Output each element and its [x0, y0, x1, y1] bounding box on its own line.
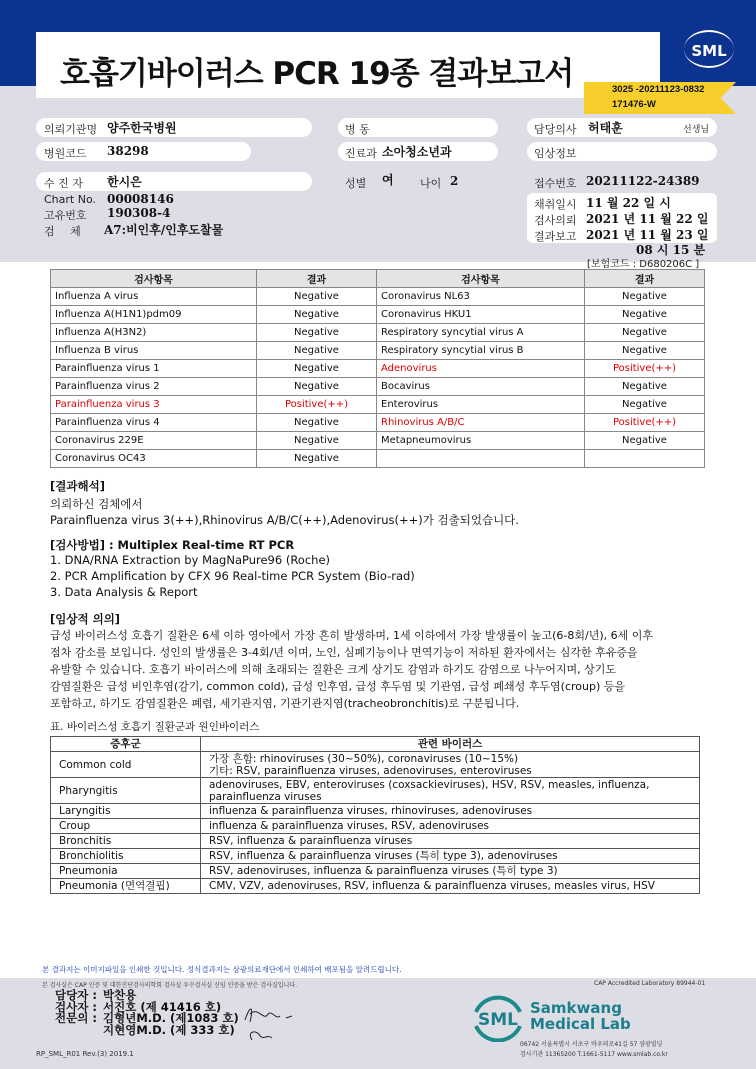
virus-cell: 가장 흔함: rhinoviruses (30~50%), coronaviruses (10~15%) 기타: RSV, parainfluenza viruses, adenoviruses, enteroviruses	[201, 752, 700, 778]
reported-value: 2021 년 11 월 23 일	[586, 228, 709, 242]
test-name-cell: Influenza A(H3N2)	[51, 324, 257, 342]
col-header: 증후군	[51, 737, 201, 752]
col-header: 결과	[257, 270, 377, 288]
result-cell: Positive(++)	[585, 360, 705, 378]
table-row	[51, 288, 705, 306]
staff-list	[55, 990, 239, 1036]
table-row	[51, 752, 700, 778]
lab-address: 06742 서울특별시 서초구 바우뫼로41길 57 삼광빌딩	[520, 1041, 663, 1048]
ribbon-line-1: 3025 -20211123-0832	[612, 84, 705, 95]
sex-value: 여	[382, 173, 394, 187]
virus-cell: RSV, adenoviruses, influenza & parainfluenza viruses (특히 type 3)	[201, 864, 700, 879]
syndrome-cell: Common cold	[51, 752, 201, 778]
virus-cell: RSV, influenza & parainfluenza viruses	[201, 834, 700, 849]
doctor-label: 담당의사	[534, 123, 577, 136]
staff-role: 검사자 :	[55, 999, 97, 1014]
table-row	[51, 414, 705, 432]
doctor-suffix: 선생님	[683, 125, 710, 135]
staff-name: 김형년M.D. (제1083 호)	[103, 1011, 239, 1025]
test-name-cell: Influenza B virus	[51, 342, 257, 360]
hospital-code-value: 38298	[107, 144, 149, 158]
clinical-line: 점차 감소를 보입니다. 성인의 발생률은 3-4회/년 이며, 노인, 심폐기능이나 면역기능이 저하된 환자에서는 심각한 후유증을	[50, 646, 638, 659]
result-cell: Negative	[257, 360, 377, 378]
clinical-text	[50, 627, 720, 712]
sml-footer-logo-icon	[468, 992, 528, 1042]
result-cell: Positive(++)	[257, 396, 377, 414]
age-label: 나이	[420, 177, 442, 190]
form-code: RP_SML_R01 Rev.(3) 2019.1	[36, 1050, 134, 1058]
result-cell: Negative	[257, 324, 377, 342]
test-name-cell: Parainfluenza virus 1	[51, 360, 257, 378]
virus-cell: RSV, influenza & parainfluenza viruses (특히 type 3), adenoviruses	[201, 849, 700, 864]
table-row	[51, 834, 700, 849]
col-header: 검사항목	[51, 270, 257, 288]
id-label: 고유번호	[44, 209, 87, 222]
staff-name: 지현영M.D. (제 333 호)	[103, 1022, 235, 1037]
lab-contact: 검사기관 11365200 T.1661-5117 www.smlab.co.kr	[520, 1051, 668, 1058]
syndrome-cell: Pneumonia	[51, 864, 201, 879]
signature-icon	[240, 1000, 300, 1044]
result-cell: Negative	[257, 432, 377, 450]
result-cell: Negative	[257, 288, 377, 306]
syndrome-cell: Pharyngitis	[51, 778, 201, 804]
institution-value: 양주한국병원	[107, 121, 177, 135]
table-row	[51, 864, 700, 879]
table-row	[51, 324, 705, 342]
test-name-cell: Metapneumovirus	[377, 432, 585, 450]
hospital-code-label: 병원코드	[44, 147, 87, 160]
staff-name: 서진호 (제 41416 호)	[103, 999, 222, 1014]
lab-name-line: Samkwang	[530, 999, 622, 1017]
sml-logo-icon: SML	[684, 30, 734, 68]
ribbon-line-2: 171476-W	[612, 99, 656, 110]
method-heading: [검사방법] : Multiplex Real-time RT PCR	[50, 538, 295, 552]
test-name-cell: Rhinovirus A/B/C	[377, 414, 585, 432]
test-name-cell: Coronavirus HKU1	[377, 306, 585, 324]
interpretation-line: 의뢰하신 검체에서	[50, 497, 143, 511]
table-row	[51, 879, 700, 894]
result-cell: Negative	[585, 396, 705, 414]
dept-value: 소아청소년과	[382, 145, 452, 159]
specimen-label: 검 체	[44, 225, 87, 238]
collected-value: 11 월 22 일 시	[586, 196, 671, 210]
staff-name: 박찬용	[103, 988, 137, 1002]
clinical-line: 유발할 수 있습니다. 호흡기 바이러스에 의해 초래되는 질환은 크게 상기도 감염과 하기도 감염으로 나누어지며, 상기도	[50, 663, 616, 676]
clinical-line: 급성 바이러스성 호흡기 질환은 6세 이하 영아에서 가장 흔히 발생하며, 1세 이하에서 가장 발생률이 높고(6-8회/년), 6세 이후	[50, 629, 653, 642]
receipt-value: 20211122-24389	[586, 174, 700, 188]
method-step: 2. PCR Amplification by CFX 96 Real-time PCR System (Bio-rad)	[50, 569, 415, 583]
test-name-cell: Coronavirus OC43	[51, 450, 257, 468]
test-name-cell: Respiratory syncytial virus B	[377, 342, 585, 360]
result-cell: Negative	[257, 450, 377, 468]
dept-label: 진료과	[345, 147, 377, 160]
test-name-cell: Respiratory syncytial virus A	[377, 324, 585, 342]
result-cell: Positive(++)	[585, 414, 705, 432]
lab-name-line: Medical Lab	[530, 1015, 631, 1033]
syndrome-cell: Bronchitis	[51, 834, 201, 849]
table-row	[51, 432, 705, 450]
cert-note: 본 검사실은 CAP 인증 및 대한진단검사의학회 검사실 우수검사실 신임 인증을 받은 검사실입니다.	[42, 982, 298, 989]
result-cell: Negative	[585, 288, 705, 306]
table-row	[51, 849, 700, 864]
test-name-cell: Parainfluenza virus 2	[51, 378, 257, 396]
result-cell	[585, 450, 705, 468]
col-header: 검사항목	[377, 270, 585, 288]
requested-label: 검사의뢰	[534, 214, 577, 227]
result-cell: Negative	[585, 306, 705, 324]
virus-cell: influenza & parainfluenza viruses, RSV, adenoviruses	[201, 819, 700, 834]
chart-label: Chart No.	[44, 193, 96, 206]
collected-label: 채취일시	[534, 198, 577, 211]
print-notice: 본 결과지는 이미지파일을 인쇄한 것입니다. 정식결과지는 삼광의료재단에서 인쇄하여 배포됨을 알려드립니다.	[42, 965, 402, 974]
table-row	[51, 306, 705, 324]
table-row	[51, 804, 700, 819]
test-name-cell: Coronavirus NL63	[377, 288, 585, 306]
result-cell: Negative	[257, 378, 377, 396]
ward-label: 병 동	[345, 123, 370, 136]
result-cell: Negative	[585, 324, 705, 342]
test-name-cell: Influenza A virus	[51, 288, 257, 306]
reported-time: 08 시 15 분	[636, 243, 706, 257]
virus-cell: CMV, VZV, adenoviruses, RSV, influenza & parainfluenza viruses, measles virus, HSV	[201, 879, 700, 894]
chart-value: 00008146	[107, 192, 174, 206]
syndrome-cell: Pneumonia (면역결핍)	[51, 879, 201, 894]
syndrome-cell: Croup	[51, 819, 201, 834]
cap-accreditation: CAP Accredited Laboratory 89944-01	[594, 980, 706, 987]
col-header: 결과	[585, 270, 705, 288]
requested-value: 2021 년 11 월 22 일	[586, 212, 709, 226]
result-cell: Negative	[257, 342, 377, 360]
test-name-cell: Parainfluenza virus 3	[51, 396, 257, 414]
result-cell: Negative	[257, 306, 377, 324]
lab-name	[530, 1000, 631, 1032]
svg-text:SML: SML	[478, 1010, 518, 1030]
report-title: 호흡기바이러스 PCR 19종 결과보고서	[60, 56, 574, 92]
reported-label: 결과보고	[534, 230, 577, 243]
col-header: 관련 바이러스	[201, 737, 700, 752]
clinical-info-label: 임상정보	[534, 147, 577, 160]
method-step: 1. DNA/RNA Extraction by MagNaPure96 (Roche)	[50, 553, 331, 567]
age-value: 2	[450, 174, 459, 188]
method-step: 3. Data Analysis & Report	[50, 585, 198, 599]
syndrome-table	[50, 736, 700, 894]
table-row	[51, 819, 700, 834]
interpretation-line: Parainfluenza virus 3(++),Rhinovirus A/B/C(++),Adenovirus(++)가 검출되었습니다.	[50, 513, 519, 527]
test-name-cell: Influenza A(H1N1)pdm09	[51, 306, 257, 324]
table-row	[51, 396, 705, 414]
specimen-value: A7:비인후/인후도찰물	[104, 223, 224, 237]
patient-label: 수 진 자	[44, 177, 83, 190]
clinical-line: 감염질환은 급성 비인후염(감기, common cold), 급성 인후염, 급성 후두염 및 기관염, 급성 폐쇄성 후두염(croup) 등을	[50, 680, 626, 693]
insurance-code: [보험코드 : D680206C ]	[587, 259, 700, 270]
test-name-cell: Adenovirus	[377, 360, 585, 378]
table-row	[51, 360, 705, 378]
clinical-heading: [임상적 의의]	[50, 612, 121, 626]
institution-label: 의뢰기관명	[44, 123, 98, 136]
staff-role: 담당자 :	[55, 988, 97, 1002]
interpretation-heading: [결과해석]	[50, 479, 105, 493]
test-name-cell: Coronavirus 229E	[51, 432, 257, 450]
result-cell: Negative	[585, 342, 705, 360]
table-caption: 표. 바이러스성 호흡기 질환군과 원인바이러스	[50, 721, 260, 733]
test-name-cell: Parainfluenza virus 4	[51, 414, 257, 432]
table-row	[51, 342, 705, 360]
result-cell: Negative	[585, 432, 705, 450]
virus-cell: adenoviruses, EBV, enteroviruses (coxsackieviruses), HSV, RSV, measles, influenza, parainfluenza viruses	[201, 778, 700, 804]
table-row	[51, 450, 705, 468]
clinical-line: 포함하고, 하기도 감염질환은 폐렴, 세기관지염, 기관기관지염(tracheobronchitis)로 구분됩니다.	[50, 697, 520, 710]
result-cell: Negative	[257, 414, 377, 432]
patient-value: 한시은	[107, 175, 142, 189]
virus-cell: influenza & parainfluenza viruses, rhinoviruses, adenoviruses	[201, 804, 700, 819]
id-value: 190308-4	[107, 206, 171, 220]
doctor-value: 허태훈	[588, 121, 623, 135]
result-cell: Negative	[585, 378, 705, 396]
sex-label: 성별	[345, 177, 367, 190]
table-row	[51, 378, 705, 396]
table-row	[51, 778, 700, 804]
staff-role	[55, 1025, 103, 1037]
syndrome-cell: Bronchiolitis	[51, 849, 201, 864]
test-name-cell: Enterovirus	[377, 396, 585, 414]
staff-role: 전문의 :	[55, 1011, 97, 1025]
test-name-cell	[377, 450, 585, 468]
test-name-cell: Bocavirus	[377, 378, 585, 396]
results-table	[50, 269, 705, 468]
syndrome-cell: Laryngitis	[51, 804, 201, 819]
receipt-label: 접수번호	[534, 177, 577, 190]
